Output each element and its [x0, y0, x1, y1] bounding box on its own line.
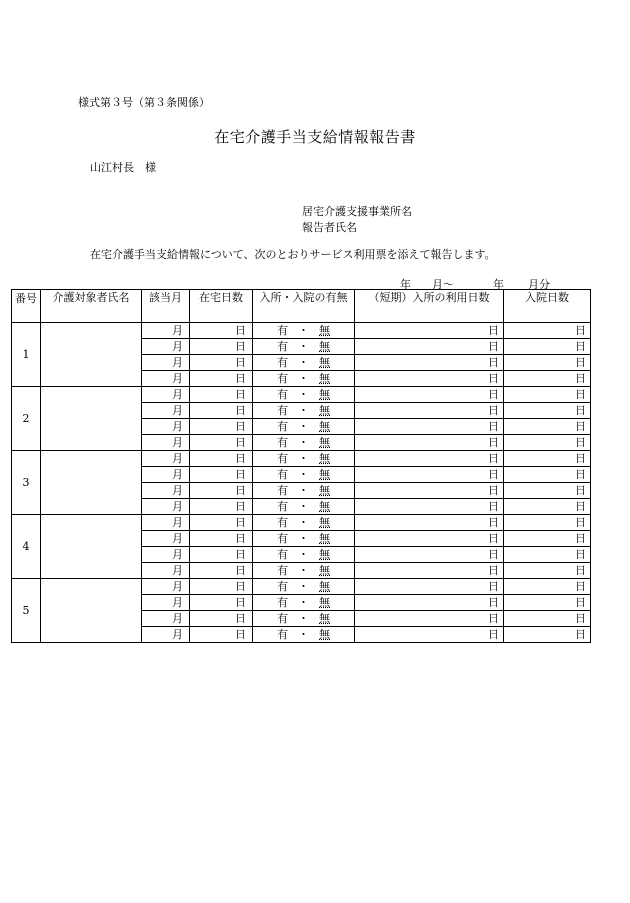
- separator-dot: ・: [298, 483, 309, 497]
- day-unit: 日: [235, 419, 246, 433]
- month-unit: 月: [172, 595, 183, 609]
- home-days-cell[interactable]: [190, 515, 253, 531]
- admission-cell[interactable]: [253, 451, 355, 467]
- yes-option[interactable]: 有: [277, 355, 288, 369]
- home-days-cell[interactable]: [190, 499, 253, 515]
- office-name-label: 居宅介護支援事業所名: [302, 205, 412, 218]
- entry-number: 5: [12, 579, 41, 643]
- month-cell[interactable]: [142, 563, 190, 579]
- separator-dot: ・: [298, 419, 309, 433]
- home-days-cell[interactable]: [190, 371, 253, 387]
- short-stay-days-cell[interactable]: [355, 323, 504, 339]
- admission-cell[interactable]: [253, 547, 355, 563]
- month-cell[interactable]: [142, 451, 190, 467]
- day-unit: 日: [488, 579, 499, 593]
- table-row: [12, 451, 591, 467]
- hospital-days-cell[interactable]: [504, 531, 591, 547]
- hospital-days-cell[interactable]: [504, 563, 591, 579]
- period-month-start: 月～: [432, 278, 454, 291]
- day-unit: 日: [488, 483, 499, 497]
- day-unit: 日: [235, 579, 246, 593]
- day-unit: 日: [235, 451, 246, 465]
- month-cell[interactable]: [142, 467, 190, 483]
- day-unit: 日: [575, 579, 586, 593]
- month-cell[interactable]: [142, 611, 190, 627]
- month-cell[interactable]: [142, 627, 190, 643]
- hospital-days-cell[interactable]: [504, 403, 591, 419]
- header-admission: 入所・入院の有無: [253, 290, 355, 323]
- hospital-days-cell[interactable]: [504, 579, 591, 595]
- entry-number: 2: [12, 387, 41, 451]
- yes-option[interactable]: 有: [277, 403, 288, 417]
- short-stay-days-cell[interactable]: [355, 451, 504, 467]
- day-unit: 日: [488, 611, 499, 625]
- admission-cell[interactable]: [253, 579, 355, 595]
- no-option[interactable]: 無: [319, 547, 330, 561]
- yes-option[interactable]: 有: [277, 339, 288, 353]
- hospital-days-cell[interactable]: [504, 435, 591, 451]
- separator-dot: ・: [298, 547, 309, 561]
- header-name: 介護対象者氏名: [41, 290, 142, 323]
- no-option[interactable]: 無: [319, 515, 330, 529]
- month-cell[interactable]: [142, 371, 190, 387]
- month-cell[interactable]: [142, 579, 190, 595]
- month-unit: 月: [172, 563, 183, 577]
- admission-cell[interactable]: [253, 467, 355, 483]
- home-days-cell[interactable]: [190, 435, 253, 451]
- no-option[interactable]: 無: [319, 531, 330, 545]
- home-days-cell[interactable]: [190, 547, 253, 563]
- month-unit: 月: [172, 611, 183, 625]
- month-unit: 月: [172, 627, 183, 641]
- day-unit: 日: [575, 467, 586, 481]
- day-unit: 日: [235, 515, 246, 529]
- hospital-days-cell[interactable]: [504, 387, 591, 403]
- day-unit: 日: [488, 403, 499, 417]
- day-unit: 日: [235, 595, 246, 609]
- report-table: [11, 289, 591, 643]
- separator-dot: ・: [298, 451, 309, 465]
- month-cell[interactable]: [142, 419, 190, 435]
- separator-dot: ・: [298, 371, 309, 385]
- day-unit: 日: [488, 371, 499, 385]
- recipient: 山江村長 様: [90, 161, 156, 174]
- table-row: [12, 515, 591, 531]
- header-hospital-days: 入院日数: [504, 290, 591, 323]
- hospital-days-cell[interactable]: [504, 499, 591, 515]
- separator-dot: ・: [298, 403, 309, 417]
- page-title: 在宅介護手当支給情報報告書: [214, 128, 416, 146]
- home-days-cell[interactable]: [190, 451, 253, 467]
- no-option[interactable]: 無: [319, 483, 330, 497]
- short-stay-days-cell[interactable]: [355, 595, 504, 611]
- yes-option[interactable]: 有: [277, 611, 288, 625]
- month-cell[interactable]: [142, 339, 190, 355]
- day-unit: 日: [235, 563, 246, 577]
- no-option[interactable]: 無: [319, 611, 330, 625]
- short-stay-days-cell[interactable]: [355, 467, 504, 483]
- day-unit: 日: [235, 499, 246, 513]
- admission-cell[interactable]: [253, 323, 355, 339]
- table-row: [12, 323, 591, 339]
- month-unit: 月: [172, 499, 183, 513]
- day-unit: 日: [575, 403, 586, 417]
- no-option[interactable]: 無: [319, 339, 330, 353]
- no-option[interactable]: 無: [319, 355, 330, 369]
- table-row: [12, 579, 591, 595]
- admission-cell[interactable]: [253, 403, 355, 419]
- separator-dot: ・: [298, 595, 309, 609]
- short-stay-days-cell[interactable]: [355, 499, 504, 515]
- yes-option[interactable]: 有: [277, 451, 288, 465]
- home-days-cell[interactable]: [190, 419, 253, 435]
- day-unit: 日: [235, 467, 246, 481]
- reporting-period: [0, 276, 630, 290]
- month-unit: 月: [172, 467, 183, 481]
- yes-option[interactable]: 有: [277, 483, 288, 497]
- period-month-end: 月分: [528, 278, 550, 291]
- separator-dot: ・: [298, 467, 309, 481]
- yes-option[interactable]: 有: [277, 435, 288, 449]
- admission-cell[interactable]: [253, 387, 355, 403]
- day-unit: 日: [235, 355, 246, 369]
- month-cell[interactable]: [142, 435, 190, 451]
- day-unit: 日: [488, 323, 499, 337]
- month-unit: 月: [172, 515, 183, 529]
- home-days-cell[interactable]: [190, 579, 253, 595]
- day-unit: 日: [575, 611, 586, 625]
- short-stay-days-cell[interactable]: [355, 483, 504, 499]
- no-option[interactable]: 無: [319, 435, 330, 449]
- hospital-days-cell[interactable]: [504, 611, 591, 627]
- month-unit: 月: [172, 371, 183, 385]
- admission-cell[interactable]: [253, 499, 355, 515]
- form-number: 様式第３号（第３条関係）: [78, 96, 210, 109]
- admission-cell[interactable]: [253, 595, 355, 611]
- care-recipient-name-field[interactable]: [41, 387, 142, 451]
- short-stay-days-cell[interactable]: [355, 579, 504, 595]
- month-unit: 月: [172, 435, 183, 449]
- month-cell[interactable]: [142, 403, 190, 419]
- yes-option[interactable]: 有: [277, 323, 288, 337]
- no-option[interactable]: 無: [319, 627, 330, 641]
- separator-dot: ・: [298, 355, 309, 369]
- separator-dot: ・: [298, 531, 309, 545]
- yes-option[interactable]: 有: [277, 419, 288, 433]
- report-statement: 在宅介護手当支給情報について、次のとおりサービス利用票を添えて報告します。: [90, 248, 496, 261]
- entry-number: 4: [12, 515, 41, 579]
- separator-dot: ・: [298, 435, 309, 449]
- table-header-row: [12, 290, 591, 323]
- separator-dot: ・: [298, 627, 309, 641]
- hospital-days-cell[interactable]: [504, 451, 591, 467]
- header-month: 該当月: [142, 290, 190, 323]
- day-unit: 日: [575, 483, 586, 497]
- month-unit: 月: [172, 339, 183, 353]
- admission-cell[interactable]: [253, 371, 355, 387]
- no-option[interactable]: 無: [319, 451, 330, 465]
- care-recipient-name-field[interactable]: [41, 451, 142, 515]
- short-stay-days-cell[interactable]: [355, 563, 504, 579]
- admission-cell[interactable]: [253, 515, 355, 531]
- month-unit: 月: [172, 579, 183, 593]
- short-stay-days-cell[interactable]: [355, 403, 504, 419]
- yes-option[interactable]: 有: [277, 595, 288, 609]
- month-cell[interactable]: [142, 531, 190, 547]
- yes-option[interactable]: 有: [277, 627, 288, 641]
- home-days-cell[interactable]: [190, 403, 253, 419]
- admission-cell[interactable]: [253, 531, 355, 547]
- hospital-days-cell[interactable]: [504, 515, 591, 531]
- admission-cell[interactable]: [253, 419, 355, 435]
- month-cell[interactable]: [142, 483, 190, 499]
- day-unit: 日: [575, 323, 586, 337]
- entry-number: 1: [12, 323, 41, 387]
- day-unit: 日: [575, 499, 586, 513]
- header-number: [12, 290, 41, 323]
- month-unit: 月: [172, 547, 183, 561]
- separator-dot: ・: [298, 339, 309, 353]
- day-unit: 日: [575, 595, 586, 609]
- day-unit: 日: [575, 627, 586, 641]
- admission-cell[interactable]: [253, 611, 355, 627]
- day-unit: 日: [488, 595, 499, 609]
- day-unit: 日: [235, 611, 246, 625]
- month-unit: 月: [172, 483, 183, 497]
- separator-dot: ・: [298, 499, 309, 513]
- yes-option[interactable]: 有: [277, 531, 288, 545]
- day-unit: 日: [235, 435, 246, 449]
- no-option[interactable]: 無: [319, 563, 330, 577]
- yes-option[interactable]: 有: [277, 579, 288, 593]
- care-recipient-name-field[interactable]: [41, 515, 142, 579]
- home-days-cell[interactable]: [190, 531, 253, 547]
- short-stay-days-cell[interactable]: [355, 611, 504, 627]
- month-cell[interactable]: [142, 595, 190, 611]
- day-unit: 日: [488, 451, 499, 465]
- day-unit: 日: [235, 371, 246, 385]
- hospital-days-cell[interactable]: [504, 483, 591, 499]
- hospital-days-cell[interactable]: [504, 627, 591, 643]
- month-unit: 月: [172, 451, 183, 465]
- separator-dot: ・: [298, 563, 309, 577]
- day-unit: 日: [235, 323, 246, 337]
- short-stay-days-cell[interactable]: [355, 355, 504, 371]
- no-option[interactable]: 無: [319, 579, 330, 593]
- day-unit: 日: [235, 387, 246, 401]
- day-unit: 日: [235, 547, 246, 561]
- admission-cell[interactable]: [253, 483, 355, 499]
- day-unit: 日: [575, 515, 586, 529]
- day-unit: 日: [488, 387, 499, 401]
- no-option[interactable]: 無: [319, 419, 330, 433]
- home-days-cell[interactable]: [190, 611, 253, 627]
- day-unit: 日: [575, 547, 586, 561]
- day-unit: 日: [575, 419, 586, 433]
- separator-dot: ・: [298, 579, 309, 593]
- day-unit: 日: [488, 627, 499, 641]
- yes-option[interactable]: 有: [277, 547, 288, 561]
- no-option[interactable]: 無: [319, 403, 330, 417]
- no-option[interactable]: 無: [319, 371, 330, 385]
- hospital-days-cell[interactable]: [504, 355, 591, 371]
- no-option[interactable]: 無: [319, 499, 330, 513]
- month-cell[interactable]: [142, 499, 190, 515]
- month-unit: 月: [172, 403, 183, 417]
- day-unit: 日: [575, 371, 586, 385]
- home-days-cell[interactable]: [190, 323, 253, 339]
- day-unit: 日: [488, 499, 499, 513]
- day-unit: 日: [235, 627, 246, 641]
- day-unit: 日: [488, 547, 499, 561]
- month-cell[interactable]: [142, 387, 190, 403]
- short-stay-days-cell[interactable]: [355, 387, 504, 403]
- yes-option[interactable]: 有: [277, 563, 288, 577]
- admission-cell[interactable]: [253, 627, 355, 643]
- hospital-days-cell[interactable]: [504, 371, 591, 387]
- hospital-days-cell[interactable]: [504, 339, 591, 355]
- hospital-days-cell[interactable]: [504, 467, 591, 483]
- period-year-start: 年: [400, 278, 411, 291]
- separator-dot: ・: [298, 611, 309, 625]
- day-unit: 日: [488, 435, 499, 449]
- yes-option[interactable]: 有: [277, 515, 288, 529]
- no-option[interactable]: 無: [319, 467, 330, 481]
- day-unit: 日: [488, 355, 499, 369]
- short-stay-days-cell[interactable]: [355, 531, 504, 547]
- short-stay-days-cell[interactable]: [355, 339, 504, 355]
- month-unit: 月: [172, 419, 183, 433]
- admission-cell[interactable]: [253, 355, 355, 371]
- no-option[interactable]: 無: [319, 595, 330, 609]
- separator-dot: ・: [298, 323, 309, 337]
- table-body: [12, 323, 591, 643]
- day-unit: 日: [488, 339, 499, 353]
- day-unit: 日: [488, 531, 499, 545]
- yes-option[interactable]: 有: [277, 371, 288, 385]
- day-unit: 日: [235, 483, 246, 497]
- day-unit: 日: [488, 515, 499, 529]
- month-cell[interactable]: [142, 515, 190, 531]
- yes-option[interactable]: 有: [277, 467, 288, 481]
- period-year-end: 年: [493, 278, 504, 291]
- day-unit: 日: [575, 563, 586, 577]
- month-unit: 月: [172, 387, 183, 401]
- short-stay-days-cell[interactable]: [355, 547, 504, 563]
- no-option[interactable]: 無: [319, 323, 330, 337]
- yes-option[interactable]: 有: [277, 499, 288, 513]
- home-days-cell[interactable]: [190, 483, 253, 499]
- admission-cell[interactable]: [253, 435, 355, 451]
- day-unit: 日: [575, 387, 586, 401]
- admission-cell[interactable]: [253, 563, 355, 579]
- home-days-cell[interactable]: [190, 467, 253, 483]
- day-unit: 日: [488, 419, 499, 433]
- day-unit: 日: [488, 563, 499, 577]
- month-unit: 月: [172, 323, 183, 337]
- admission-cell[interactable]: [253, 339, 355, 355]
- short-stay-days-cell[interactable]: [355, 627, 504, 643]
- day-unit: 日: [235, 403, 246, 417]
- short-stay-days-cell[interactable]: [355, 435, 504, 451]
- home-days-cell[interactable]: [190, 595, 253, 611]
- home-days-cell[interactable]: [190, 563, 253, 579]
- short-stay-days-cell[interactable]: [355, 419, 504, 435]
- home-days-cell[interactable]: [190, 355, 253, 371]
- short-stay-days-cell[interactable]: [355, 515, 504, 531]
- month-cell[interactable]: [142, 355, 190, 371]
- day-unit: 日: [575, 531, 586, 545]
- day-unit: 日: [575, 355, 586, 369]
- day-unit: 日: [575, 435, 586, 449]
- header-home-days: 在宅日数: [190, 290, 253, 323]
- hospital-days-cell[interactable]: [504, 419, 591, 435]
- day-unit: 日: [235, 531, 246, 545]
- entry-number: 3: [12, 451, 41, 515]
- short-stay-days-cell[interactable]: [355, 371, 504, 387]
- care-recipient-name-field[interactable]: [41, 323, 142, 387]
- header-number-label: 番号: [15, 292, 37, 305]
- day-unit: 日: [575, 339, 586, 353]
- month-cell[interactable]: [142, 547, 190, 563]
- header-short-stay: （短期）入所の利用日数: [355, 290, 504, 323]
- home-days-cell[interactable]: [190, 387, 253, 403]
- home-days-cell[interactable]: [190, 627, 253, 643]
- month-unit: 月: [172, 355, 183, 369]
- care-recipient-name-field[interactable]: [41, 579, 142, 643]
- yes-option[interactable]: 有: [277, 387, 288, 401]
- day-unit: 日: [488, 467, 499, 481]
- hospital-days-cell[interactable]: [504, 547, 591, 563]
- separator-dot: ・: [298, 515, 309, 529]
- hospital-days-cell[interactable]: [504, 323, 591, 339]
- separator-dot: ・: [298, 387, 309, 401]
- month-unit: 月: [172, 531, 183, 545]
- day-unit: 日: [235, 339, 246, 353]
- no-option[interactable]: 無: [319, 387, 330, 401]
- month-cell[interactable]: [142, 323, 190, 339]
- reporter-name-label: 報告者氏名: [302, 221, 357, 234]
- home-days-cell[interactable]: [190, 339, 253, 355]
- hospital-days-cell[interactable]: [504, 595, 591, 611]
- table-row: [12, 387, 591, 403]
- day-unit: 日: [575, 451, 586, 465]
